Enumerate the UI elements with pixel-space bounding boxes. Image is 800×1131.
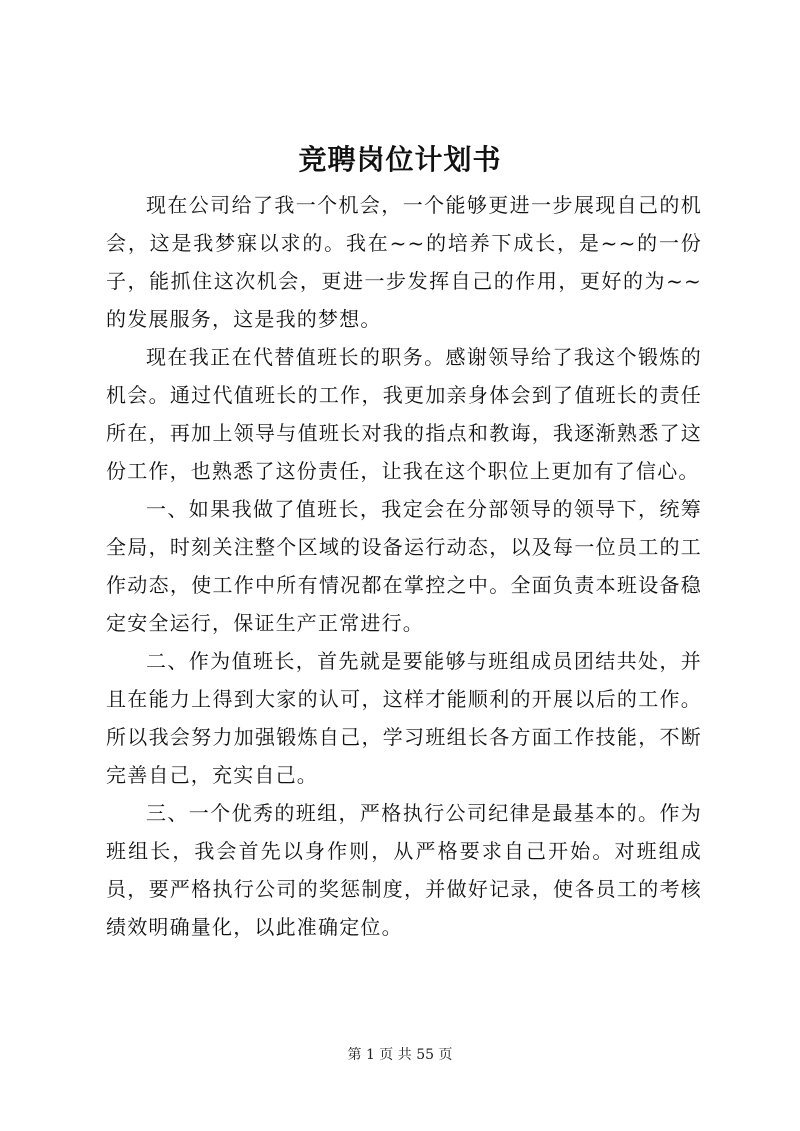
paragraph-point-one: 一、如果我做了值班长，我定会在分部领导的领导下，统筹全局，时刻关注整个区域的设备运行动态，以及每一位员工的工作动态，使工作中所有情况都在掌控之中。全面负责本班设备稳定安全运行，保证生产正常进行。	[106, 497, 702, 635]
paragraph-point-two: 二、作为值班长，首先就是要能够与班组成员团结共处，并且在能力上得到大家的认可，这样才能顺利的开展以后的工作。所以我会努力加强锻炼自己，学习班组长各方面工作技能，不断完善自己，充实自己。	[106, 649, 702, 787]
document-body	[106, 186, 702, 946]
paragraph-current-role: 现在我正在代替值班长的职务。感谢领导给了我这个锻炼的机会。通过代值班长的工作，我更加亲身体会到了值班长的责任所在，再加上领导与值班长对我的指点和教诲，我逐渐熟悉了这份工作，也熟悉了这份责任，让我在这个职位上更加有了信心。	[106, 345, 702, 483]
page-number-footer: 第 1 页 共 55 页	[347, 1047, 453, 1063]
paragraph-point-three: 三、一个优秀的班组，严格执行公司纪律是最基本的。作为班组长，我会首先以身作则，从严格要求自己开始。对班组成员，要严格执行公司的奖惩制度，并做好记录，使各员工的考核绩效明确量化，以此准确定位。	[106, 801, 702, 939]
document-title: 竞聘岗位计划书	[298, 143, 502, 176]
paragraph-intro: 现在公司给了我一个机会，一个能够更进一步展现自己的机会，这是我梦寐以求的。我在~~的培养下成长，是~~的一份子，能抓住这次机会，更进一步发挥自己的作用，更好的为~~的发展服务，这是我的梦想。	[106, 193, 702, 331]
